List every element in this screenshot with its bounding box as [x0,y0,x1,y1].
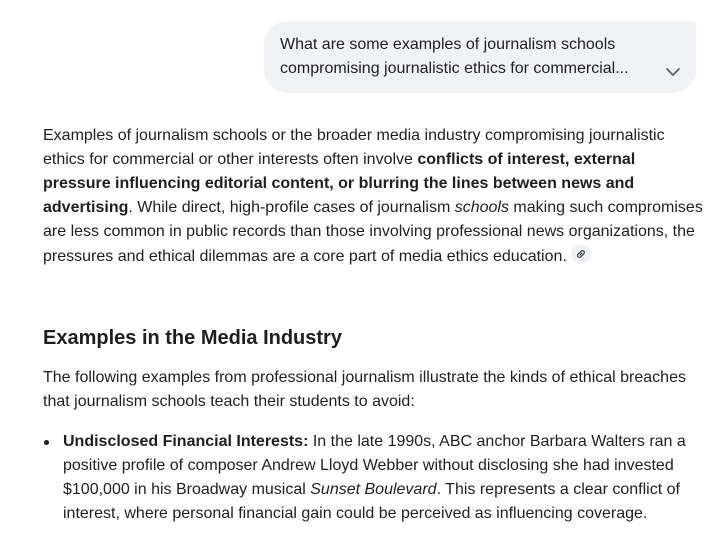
bullet-icon [44,440,49,445]
chevron-down-icon[interactable] [665,65,681,77]
user-message-bubble [264,21,696,93]
intro-text-3: making such compromises are less common in public records than those involving professional news organizations, the pressures and ethical dilemmas are a core part of media ethics education. [43,199,703,265]
user-query-line-2: compromising journalistic ethics for commercial... [280,60,629,77]
list-item-italic: Sunset Boulevard [310,481,437,498]
link-icon [575,248,587,260]
intro-bold-phrase: conflicts of interest, external pressure influencing editorial content, or blurring the lines between news and advertising [43,151,636,216]
intro-text-2: . While direct, high-profile cases of journalism [128,199,455,216]
list-item-text-1: In the late 1990s, ABC anchor Barbara Walters ran a positive profile of composer Andrew Lloyd Webber without disclosing she had invested $100,000 in his Broadway musical [63,433,686,498]
intro-italic-word: schools [454,199,509,216]
list-item-title: Undisclosed Financial Interests: [63,433,309,450]
response-intro-paragraph [43,124,703,269]
examples-list [43,430,703,526]
section-heading: Examples in the Media Industry [43,327,342,349]
intro-text-1: Examples of journalism schools or the broader media industry compromising journalistic ethics for commercial or other interests often involve [43,127,665,168]
list-item-text-2: . This represents a clear conflict of interest, where personal financial gain could be perceived as influencing coverage. [63,481,680,522]
list-item [43,430,703,526]
section-intro-paragraph: The following examples from professional journalism illustrate the kinds of ethical breaches that journalism schools teach their students to avoid: [43,369,686,410]
user-query-line-1: What are some examples of journalism schools [280,36,616,53]
source-link-chip[interactable] [571,244,591,264]
response-body [43,124,703,522]
